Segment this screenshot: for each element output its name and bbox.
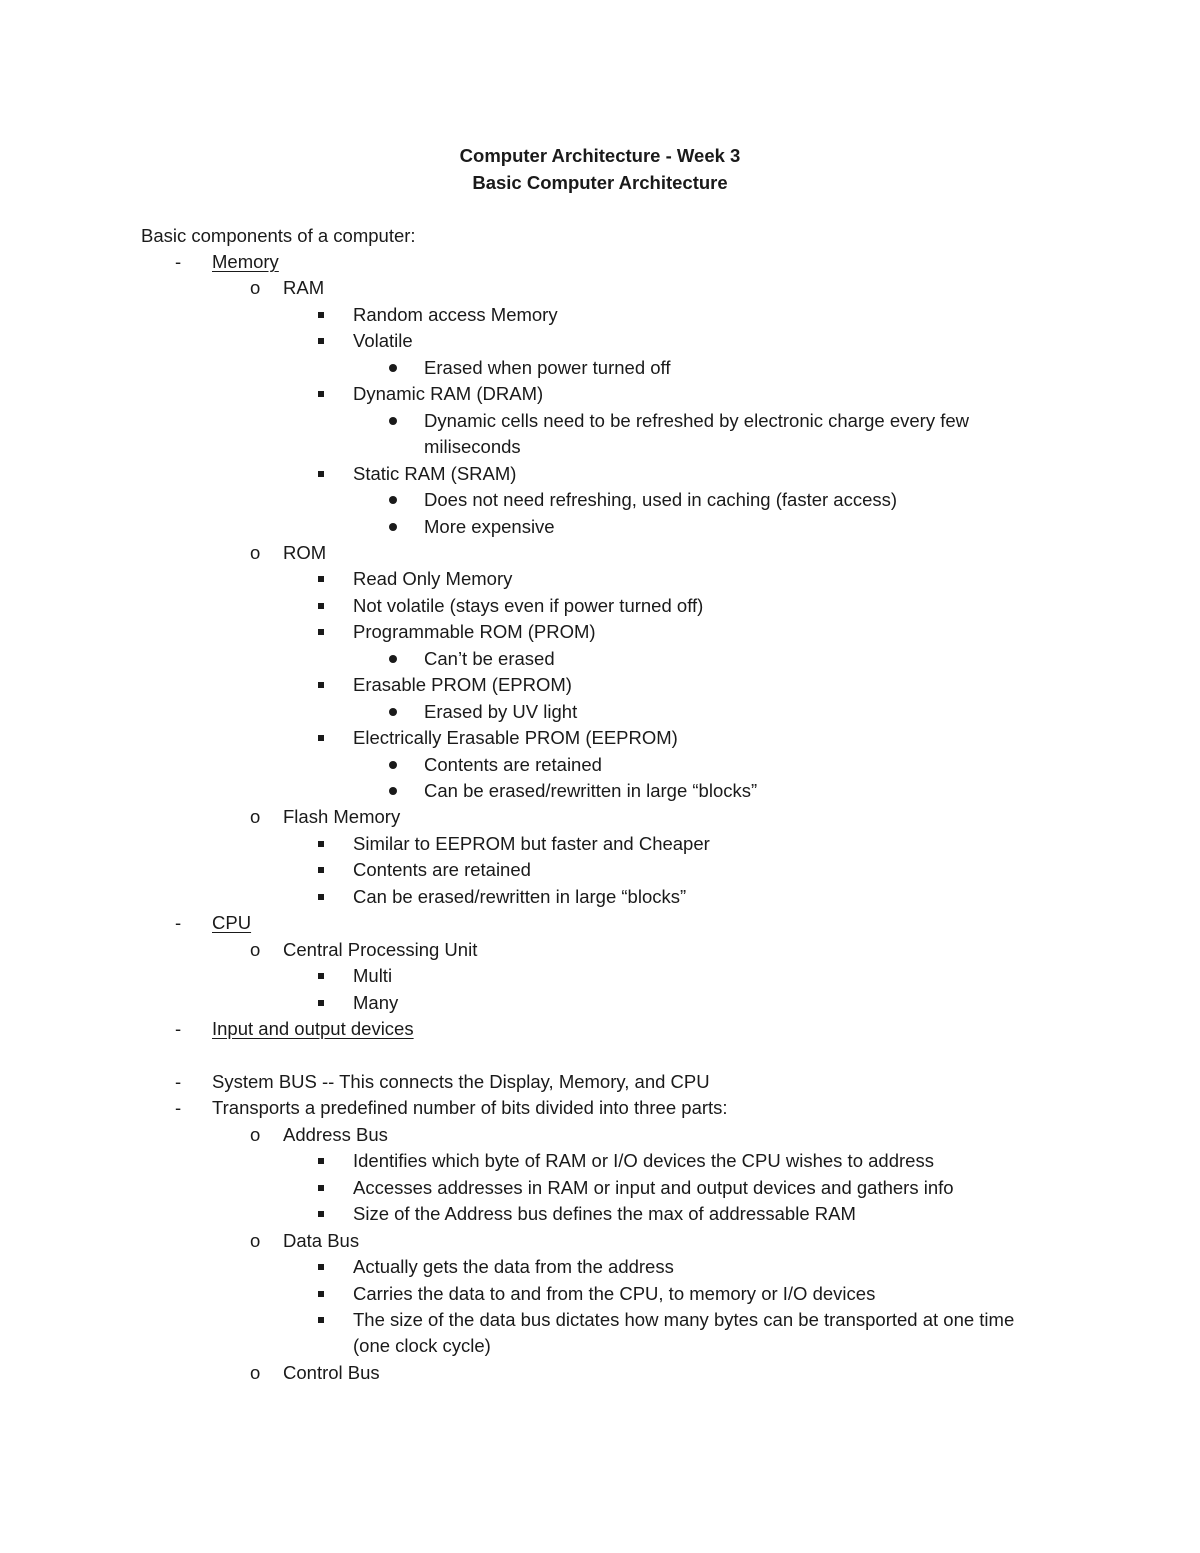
outline-item-level-3: Multi — [353, 965, 393, 986]
outline-item-level-3: Programmable ROM (PROM) — [353, 621, 596, 642]
dash-bullet: - — [175, 251, 182, 272]
dash-bullet: - — [175, 1097, 182, 1118]
square-bullet-icon — [318, 461, 324, 487]
square-bullet-icon — [318, 831, 324, 857]
round-bullet-icon — [389, 699, 397, 725]
square-bullet-icon — [318, 471, 324, 477]
square-bullet-icon — [318, 1307, 324, 1333]
square-bullet-icon — [318, 894, 324, 900]
round-bullet-icon — [389, 655, 397, 663]
square-bullet-icon — [318, 1201, 324, 1227]
outline-item-level-3: Contents are retained — [353, 859, 531, 880]
outline-item-level-4: More expensive — [424, 516, 555, 537]
round-bullet-icon — [389, 523, 397, 531]
outline-item-level-1: Memory — [212, 251, 279, 272]
circle-bullet: o — [250, 1362, 261, 1383]
square-bullet-icon — [318, 973, 324, 979]
square-bullet-icon — [318, 1000, 324, 1006]
square-bullet-icon — [318, 1264, 324, 1270]
square-bullet-icon — [318, 841, 324, 847]
outline-item-level-4: Dynamic cells need to be refreshed by electronic charge every few — [424, 410, 969, 431]
outline-item-level-2: Control Bus — [283, 1362, 380, 1383]
outline-item-level-4: miliseconds — [424, 436, 521, 457]
round-bullet-icon — [389, 514, 397, 540]
square-bullet-icon — [318, 566, 324, 592]
square-bullet-icon — [318, 391, 324, 397]
dash-bullet: - — [175, 1071, 182, 1092]
round-bullet-icon — [389, 487, 397, 513]
round-bullet-icon — [389, 708, 397, 716]
square-bullet-icon — [318, 1175, 324, 1201]
outline-item-level-3: (one clock cycle) — [353, 1335, 491, 1356]
round-bullet-icon — [389, 761, 397, 769]
outline-item-level-3: Identifies which byte of RAM or I/O devices the CPU wishes to address — [353, 1150, 934, 1171]
round-bullet-icon — [389, 417, 397, 425]
outline-item-level-1: CPU — [212, 912, 252, 933]
square-bullet-icon — [318, 867, 324, 873]
outline-item-level-3: Electrically Erasable PROM (EEPROM) — [353, 727, 678, 748]
square-bullet-icon — [318, 1148, 324, 1174]
outline-item-level-4: Can be erased/rewritten in large “blocks” — [424, 780, 758, 801]
outline-item-level-3: Accesses addresses in RAM or input and output devices and gathers info — [353, 1177, 954, 1198]
square-bullet-icon — [318, 603, 324, 609]
dash-bullet: - — [175, 912, 182, 933]
square-bullet-icon — [318, 576, 324, 582]
circle-bullet: o — [250, 939, 261, 960]
round-bullet-icon — [389, 355, 397, 381]
outline-item-level-3: Actually gets the data from the address — [353, 1256, 674, 1277]
round-bullet-icon — [389, 364, 397, 372]
dash-bullet: - — [175, 1018, 182, 1039]
outline-item-level-2: RAM — [283, 277, 325, 298]
document-subtitle: Basic Computer Architecture — [472, 172, 728, 193]
outline-item-level-4: Contents are retained — [424, 754, 602, 775]
outline-item-level-3: Dynamic RAM (DRAM) — [353, 383, 544, 404]
outline-item-level-2: Central Processing Unit — [283, 939, 478, 960]
circle-bullet: o — [250, 542, 261, 563]
outline-item-level-3: Random access Memory — [353, 304, 558, 325]
outline-item-level-1: Input and output devices — [212, 1018, 414, 1039]
circle-bullet: o — [250, 1230, 261, 1251]
round-bullet-icon — [389, 496, 397, 504]
square-bullet-icon — [318, 735, 324, 741]
square-bullet-icon — [318, 1254, 324, 1280]
outline-item-level-4: Erased when power turned off — [424, 357, 671, 378]
square-bullet-icon — [318, 1185, 324, 1191]
square-bullet-icon — [318, 1281, 324, 1307]
square-bullet-icon — [318, 593, 324, 619]
square-bullet-icon — [318, 672, 324, 698]
outline-item-level-1: System BUS -- This connects the Display, Memory, and CPU — [212, 1071, 710, 1092]
outline-item-level-2: Data Bus — [283, 1230, 360, 1251]
square-bullet-icon — [318, 725, 324, 751]
square-bullet-icon — [318, 963, 324, 989]
outline-item-level-2: Flash Memory — [283, 806, 401, 827]
square-bullet-icon — [318, 1211, 324, 1217]
square-bullet-icon — [318, 629, 324, 635]
outline-item-level-3: Static RAM (SRAM) — [353, 463, 517, 484]
round-bullet-icon — [389, 408, 397, 434]
outline-item-level-3: Read Only Memory — [353, 568, 513, 589]
square-bullet-icon — [318, 990, 324, 1016]
outline-item-level-2: Address Bus — [283, 1124, 388, 1145]
square-bullet-icon — [318, 1317, 324, 1323]
square-bullet-icon — [318, 884, 324, 910]
outline-item-level-3: Not volatile (stays even if power turned off) — [353, 595, 704, 616]
document-title: Computer Architecture - Week 3 — [459, 145, 741, 166]
outline-item-level-4: Can’t be erased — [424, 648, 555, 669]
outline-item-level-3: Size of the Address bus defines the max of addressable RAM — [353, 1203, 856, 1224]
square-bullet-icon — [318, 1291, 324, 1297]
outline-item-level-1: Transports a predefined number of bits divided into three parts: — [212, 1097, 728, 1118]
outline-item-level-3: The size of the data bus dictates how many bytes can be transported at one time — [353, 1309, 1015, 1330]
round-bullet-icon — [389, 778, 397, 804]
square-bullet-icon — [318, 328, 324, 354]
round-bullet-icon — [389, 752, 397, 778]
square-bullet-icon — [318, 312, 324, 318]
round-bullet-icon — [389, 646, 397, 672]
round-bullet-icon — [389, 787, 397, 795]
outline-item-level-2: ROM — [283, 542, 327, 563]
square-bullet-icon — [318, 619, 324, 645]
square-bullet-icon — [318, 1158, 324, 1164]
square-bullet-icon — [318, 338, 324, 344]
outline-item-level-3: Erasable PROM (EPROM) — [353, 674, 572, 695]
circle-bullet: o — [250, 806, 261, 827]
square-bullet-icon — [318, 302, 324, 328]
square-bullet-icon — [318, 381, 324, 407]
square-bullet-icon — [318, 857, 324, 883]
square-bullet-icon — [318, 682, 324, 688]
outline-item-level-4: Does not need refreshing, used in caching (faster access) — [424, 489, 898, 510]
outline-item-level-3: Volatile — [353, 330, 413, 351]
outline-item-level-3: Many — [353, 992, 399, 1013]
intro-text: Basic components of a computer: — [141, 225, 416, 246]
circle-bullet: o — [250, 277, 261, 298]
outline-item-level-3: Can be erased/rewritten in large “blocks” — [353, 886, 687, 907]
outline-item-level-3: Carries the data to and from the CPU, to memory or I/O devices — [353, 1283, 876, 1304]
circle-bullet: o — [250, 1124, 261, 1145]
outline-item-level-4: Erased by UV light — [424, 701, 578, 722]
outline-item-level-3: Similar to EEPROM but faster and Cheaper — [353, 833, 710, 854]
